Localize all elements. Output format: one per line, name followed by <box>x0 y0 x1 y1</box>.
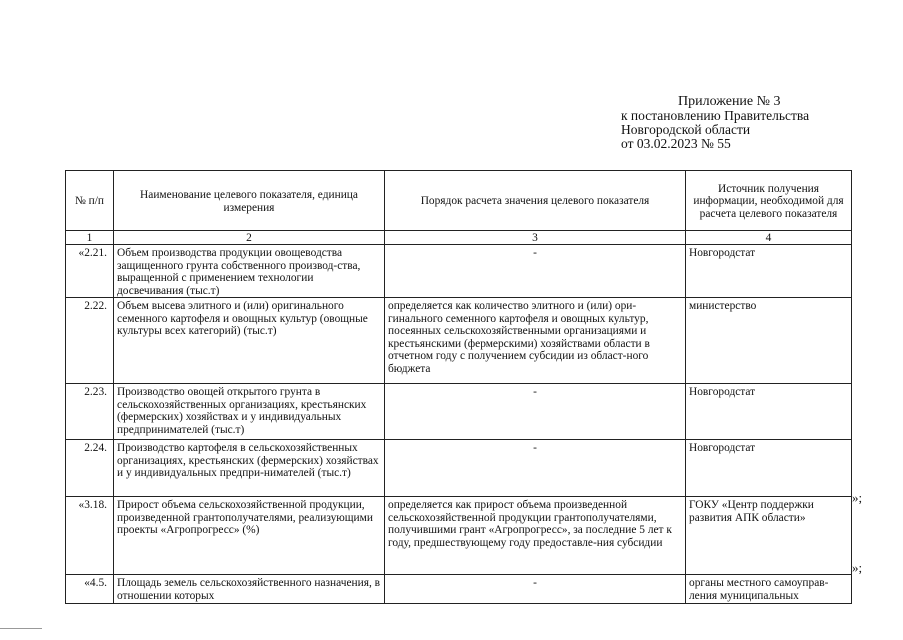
row-source: ГОКУ «Центр поддержки развития АПК области» <box>686 497 852 575</box>
row-method: - <box>385 440 686 497</box>
row-number: 2.22. <box>66 298 114 384</box>
table-row <box>66 245 852 298</box>
document-header <box>621 95 809 151</box>
header-source: Источник получения информации, необходимой для расчета целевого показателя <box>686 171 852 231</box>
row-source: Новгородстат <box>686 440 852 497</box>
table-row <box>66 384 852 440</box>
row-source: Новгородстат <box>686 384 852 440</box>
col-number: 1 <box>66 231 114 245</box>
row-name: Производство картофеля в сельскохозяйственных организациях, крестьянских (фермерских) хозяйствах и у индивидуальных предпри-нимателей (тыс.т) <box>114 440 385 497</box>
row-source: органы местного самоуправ-ления муниципальных <box>686 575 852 604</box>
table-row <box>66 497 852 575</box>
row-name: Объем высева элитного и (или) оригинального семенного картофеля и овощных культур (овощные культуры всех категорий) (тыс.т) <box>114 298 385 384</box>
header-name: Наименование целевого показателя, единица измерения <box>114 171 385 231</box>
table-header-row <box>66 171 852 231</box>
row-number: 2.24. <box>66 440 114 497</box>
row-name: Объем производства продукции овощеводства защищенного грунта собственного производ-ства, выращенной с применением технологии досвечивания (тыс.т) <box>114 245 385 298</box>
closing-quote-suffix: »; <box>852 560 863 575</box>
row-method: - <box>385 384 686 440</box>
appendix-title: Приложение № 3 <box>678 94 781 109</box>
table-row <box>66 575 852 604</box>
row-name: Производство овощей открытого грунта в сельскохозяйственных организациях, крестьянских (фермерских) хозяйствах и у индивидуальных предпринимателей (тыс.т) <box>114 384 385 440</box>
resolution-line: к постановлению Правительства <box>621 108 810 123</box>
row-method: - <box>385 245 686 298</box>
closing-quote-suffix: »; <box>852 490 863 505</box>
row-source: Новгородстат <box>686 245 852 298</box>
header-method: Порядок расчета значения целевого показателя <box>385 171 686 231</box>
col-number: 2 <box>114 231 385 245</box>
header-num: № п/п <box>66 171 114 231</box>
column-numbers-row <box>66 231 852 245</box>
row-method: определяется как количество элитного и (или) ори-гинального семенного картофеля и овощных культур, посеянных сельскохозяйственными организациями и крестьянскими (фермерскими) хозяйствами области в отчетном году с получением субсидии из област-ного бюджета <box>385 298 686 384</box>
row-method: определяется как прирост объема произведенной сельскохозяйственной продукции грантополучателями, получившими грант «Агропрогресс», за последние 5 лет к году, предшествующему году предоставле-ния субсидии <box>385 497 686 575</box>
row-number: 2.23. <box>66 384 114 440</box>
col-number: 4 <box>686 231 852 245</box>
table-row <box>66 440 852 497</box>
table-row <box>66 298 852 384</box>
date-number-line: от 03.02.2023 № 55 <box>621 136 731 151</box>
indicators-table <box>65 170 852 604</box>
row-number: «4.5. <box>66 575 114 604</box>
row-number: «3.18. <box>66 497 114 575</box>
col-number: 3 <box>385 231 686 245</box>
row-number: «2.21. <box>66 245 114 298</box>
region-line: Новгородской области <box>621 122 751 137</box>
row-method: - <box>385 575 686 604</box>
page-footer-line <box>0 628 42 629</box>
row-name: Площадь земель сельскохозяйственного назначения, в отношении которых <box>114 575 385 604</box>
row-source: министерство <box>686 298 852 384</box>
row-name: Прирост объема сельскохозяйственной продукции, произведенной грантополучателями, реализующими проекты «Агропрогресс» (%) <box>114 497 385 575</box>
